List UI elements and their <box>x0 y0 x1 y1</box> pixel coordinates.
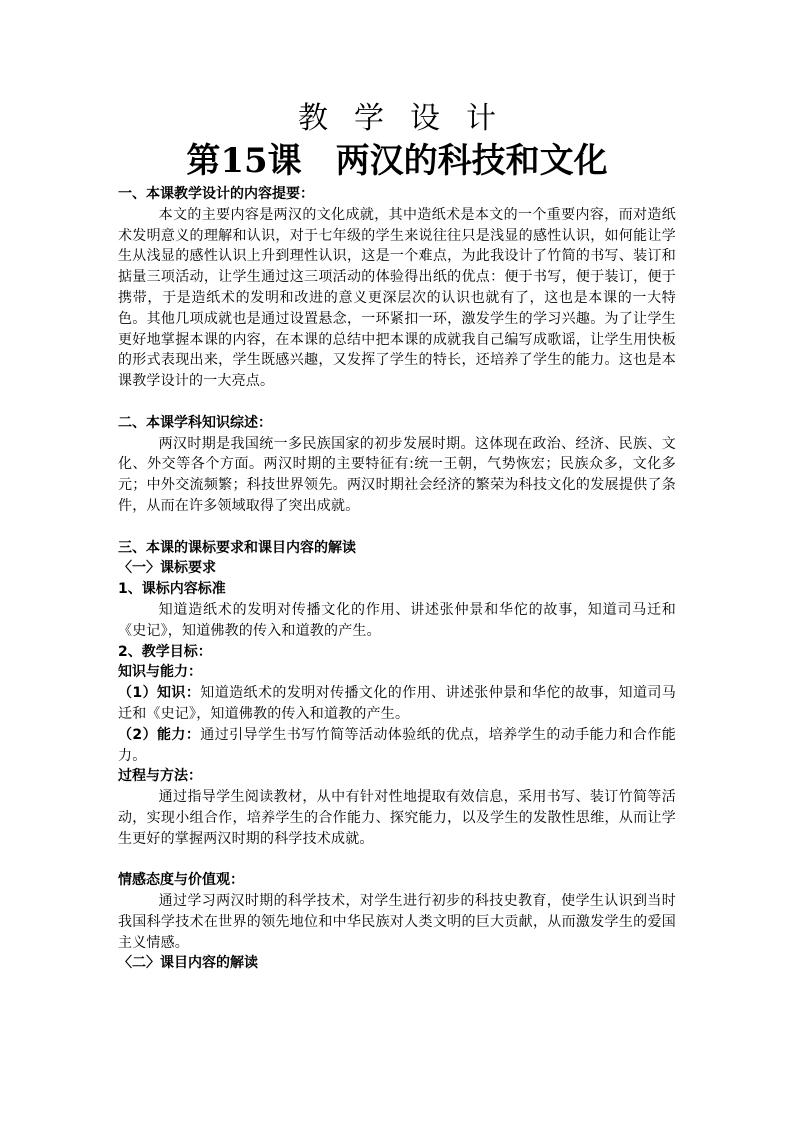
document-body <box>118 100 676 974</box>
doc-title: 教学设计 <box>298 101 522 136</box>
knowledge-ability-heading: 知识与能力： <box>118 664 202 681</box>
subsection2-heading: 〈二〉课目内容的解读 <box>118 955 258 972</box>
spacer <box>118 517 676 538</box>
subsection1-heading: 〈一〉课标要求 <box>118 560 216 577</box>
process-method-heading: 过程与方法： <box>118 768 202 785</box>
emotion-values-paragraph: 通过学习两汉时期的科学技术，对学生进行初步的科技史教育，使学生认识到当时我国科学技术在世界的领先地位和中华民族对人类文明的巨大贡献，从而激发学生的爱国主义情感。 <box>118 893 676 951</box>
knowledge-text: 知道造纸术的发明对传播文化的作用、讲述张仲景和华佗的故事，知道司马迁和《史记》，知道佛教的传入和道教的产生。 <box>118 685 676 722</box>
emotion-values-heading: 情感态度与价值观： <box>118 872 244 889</box>
ability-text: 通过引导学生书写竹简等活动体验纸的优点，培养学生的动手能力和合作能力。 <box>118 726 676 764</box>
item1-paragraph: 知道造纸术的发明对传播文化的作用、讲述张仲景和华佗的故事，知道司马迁和《史记》，知道佛教的传入和道教的产生。 <box>118 601 676 639</box>
section1-paragraph: 本文的主要内容是两汉的文化成就，其中造纸术是本文的一个重要内容，而对造纸术发明意义的理解和认识，对于七年级的学生来说往往只是浅显的感性认识，如何能让学生从浅显的感性认识上升到理性认识，这是一个难点，为此我设计了竹简的书写、装订和掂量三项活动，让学生通过这三项活动的体验得出纸的优点：便于书写，便于装订，便于携带，于是造纸术的发明和改进的意义更深层次的认识也就有了，这也是本课的一大特色。其他几项成就也是通过设置悬念，一环紧扣一环，激发学生的学习兴趣。为了让学生更好地掌握本课的内容，在本课的总结中把本课的成就我自己编写成歌谣，让学生用快板的形式表现出来，学生既感兴趣，又发挥了学生的特长，还培养了学生的能力。这也是本课教学设计的一大亮点。 <box>118 206 676 390</box>
knowledge-label: （1）知识： <box>118 685 201 702</box>
item1-heading: 1、课标内容标准 <box>118 581 226 598</box>
ability-label: （2）能力： <box>118 726 201 743</box>
section2-heading: 二、本课学科知识综述： <box>118 414 272 431</box>
spacer <box>118 392 676 413</box>
item2-heading: 2、教学目标： <box>118 643 212 660</box>
knowledge-item <box>118 683 676 725</box>
ability-item <box>118 725 676 767</box>
section2-paragraph: 两汉时期是我国统一多民族国家的初步发展时期。这体现在政治、经济、民族、文化、外交等各个方面。两汉时期的主要特征有:统一王朝，气势恢宏；民族众多，文化多元；中外交流频繁；科技世界领先。两汉时期社会经济的繁荣为科技文化的发展提供了条件，从而在许多领域取得了突出成就。 <box>118 435 676 514</box>
process-method-paragraph: 通过指导学生阅读教材，从中有针对性地提取有效信息，采用书写、装订竹简等活动，实现小组合作，培养学生的合作能力、探究能力，以及学生的发散性思维，从而让学生更好的掌握两汉时期的科学技术成就。 <box>118 789 676 847</box>
spacer <box>118 850 676 871</box>
section1-heading: 一、本课教学设计的内容提要： <box>118 186 314 202</box>
section3-heading: 三、本课的课标要求和课目内容的解读 <box>118 539 356 556</box>
lesson-title: 第15课 两汉的科技和文化 <box>186 141 608 181</box>
